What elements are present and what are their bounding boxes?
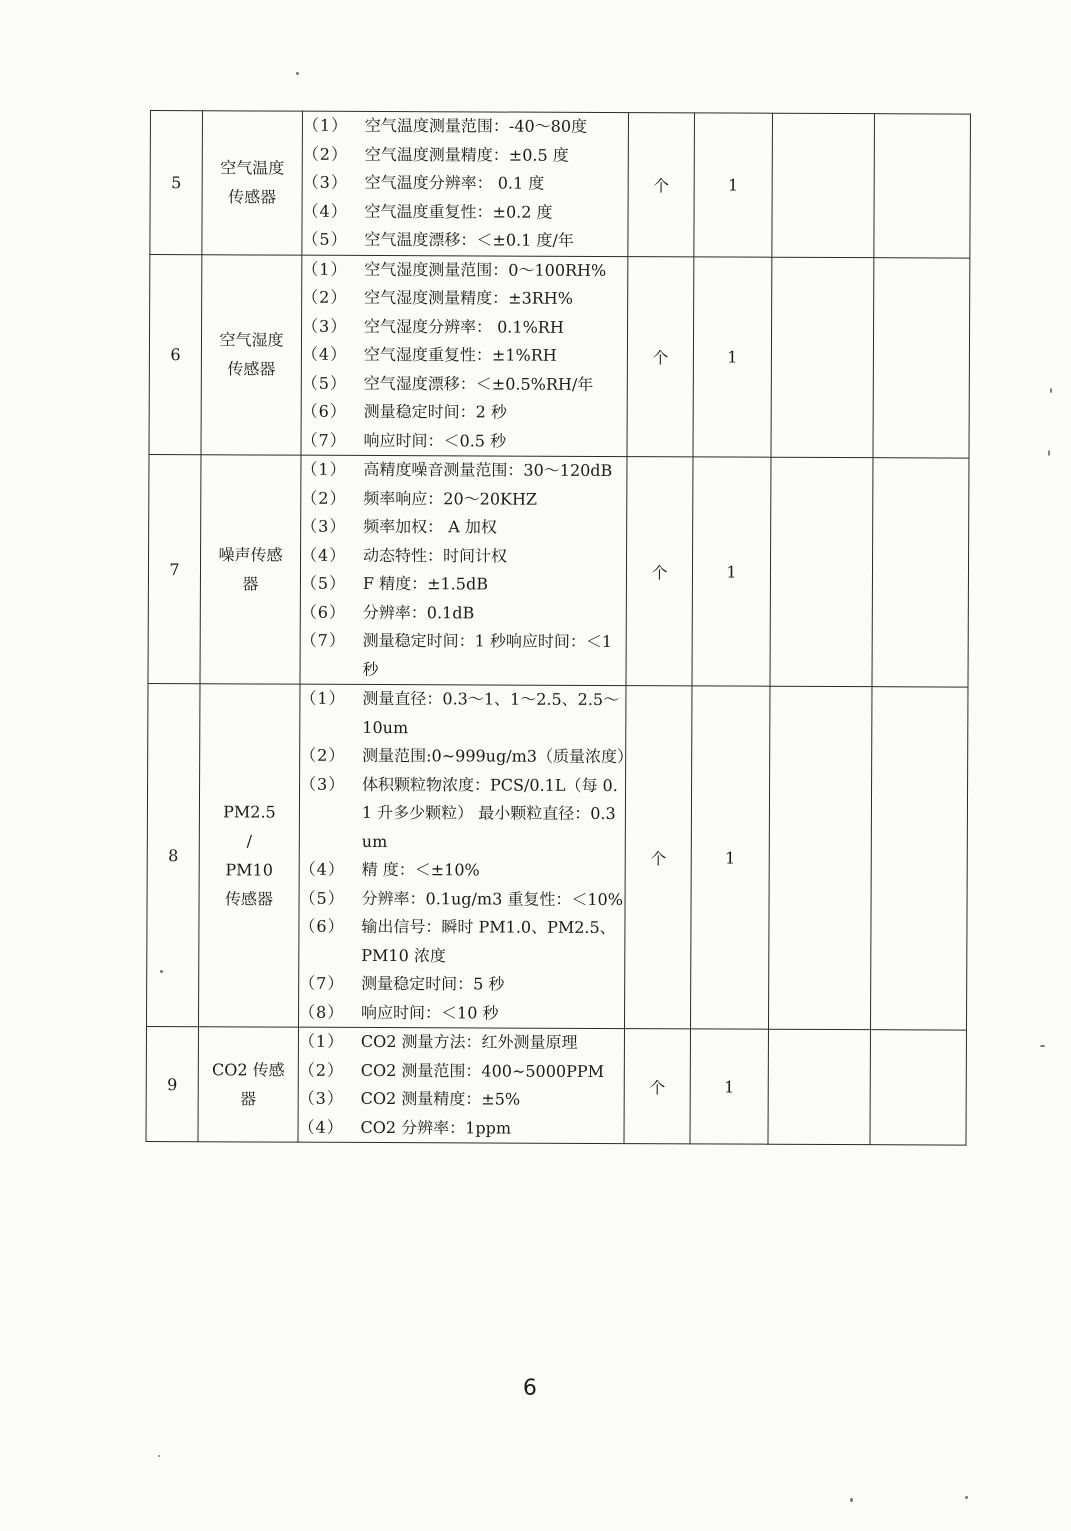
spec-list-cell xyxy=(298,1027,624,1143)
device-name-line: 空气温度 xyxy=(220,158,285,178)
quantity-cell: 1 xyxy=(692,457,771,686)
device-name-cell xyxy=(198,1027,299,1142)
spec-item xyxy=(300,770,625,857)
spec-item xyxy=(299,970,624,1000)
spec-item-number: （1） xyxy=(302,115,349,135)
spec-list-cell xyxy=(298,684,634,1028)
spec-item xyxy=(299,1056,624,1086)
spec-item-text: 分辨率：0.1dB xyxy=(362,602,475,622)
spec-item xyxy=(301,456,626,486)
empty-cell-b xyxy=(870,687,967,1030)
spec-item-text: 体积颗粒物浓度：PCS/0.1L（每 0.1 升多少颗粒） 最小颗粒直径：0.3um xyxy=(361,774,618,851)
spec-item-number: （6） xyxy=(300,602,347,622)
empty-cell-a xyxy=(770,457,873,686)
empty-cell-b xyxy=(872,458,969,687)
device-name-cell xyxy=(199,684,300,1027)
device-name-line: 器 xyxy=(240,1089,257,1109)
spec-item-text: CO2 分辨率：1ppm xyxy=(360,1117,512,1138)
scan-speck xyxy=(850,1498,853,1502)
empty-cell-b xyxy=(873,257,970,458)
scan-speck xyxy=(1048,450,1050,456)
spec-item-number: （2） xyxy=(301,488,347,508)
spec-item xyxy=(299,998,624,1028)
row-number: 6 xyxy=(149,254,202,455)
scan-speck xyxy=(1040,1045,1045,1047)
spec-item-number: （4） xyxy=(299,859,345,879)
spec-item-text: 测量稳定时间：2 秒 xyxy=(363,401,508,422)
spec-item xyxy=(302,255,627,285)
unit-cell: 个 xyxy=(626,457,693,686)
spec-item xyxy=(301,426,626,456)
spec-item-text: 空气温度分辨率： 0.1 度 xyxy=(364,172,545,193)
table-row xyxy=(148,454,969,687)
device-name-line: 空气湿度 xyxy=(219,330,284,350)
unit-cell: 个 xyxy=(624,686,691,1029)
spec-item xyxy=(301,484,626,514)
spec-item-text: 测量范围:0~999ug/m3（质量浓度） xyxy=(362,745,634,767)
spec-item-text: 空气湿度漂移：＜±0.5%RH/年 xyxy=(363,373,594,394)
spec-item-number: （3） xyxy=(298,1088,344,1108)
spec-item-number: （6） xyxy=(299,916,345,936)
spec-item-text: 响应时间：＜10 秒 xyxy=(361,1002,499,1023)
spec-item-text: 空气温度重复性：±0.2 度 xyxy=(364,201,553,222)
spec-item-number: （4） xyxy=(302,201,348,221)
spec-item-number: （8） xyxy=(299,1002,345,1022)
quantity-cell: 1 xyxy=(690,1029,769,1144)
spec-item-number: （1） xyxy=(301,459,347,479)
spec-item-number: （3） xyxy=(302,172,348,192)
spec-item-text: CO2 测量精度：±5% xyxy=(360,1088,521,1109)
spec-item-text: 响应时间：＜0.5 秒 xyxy=(363,430,507,451)
quantity-cell: 1 xyxy=(693,256,772,457)
spec-item xyxy=(301,541,626,571)
page-number: 6 xyxy=(522,1375,537,1401)
spec-item-text: CO2 测量方法：红外测量原理 xyxy=(360,1031,578,1052)
spec-item-number: （5） xyxy=(299,888,345,908)
device-name-cell xyxy=(202,111,303,255)
empty-cell-b xyxy=(874,114,971,258)
spec-item-number: （2） xyxy=(300,745,346,765)
empty-cell-b xyxy=(870,1030,967,1145)
spec-list-cell xyxy=(301,255,628,457)
spec-item-text: 高精度噪音测量范围：30～120dB xyxy=(363,459,613,481)
unit-cell: 个 xyxy=(624,1029,691,1144)
device-name-line: 传感器 xyxy=(225,889,274,909)
spec-item-number: （2） xyxy=(302,287,348,307)
scan-speck xyxy=(1050,388,1052,393)
spec-list-cell xyxy=(302,111,629,256)
spec-item xyxy=(302,197,627,227)
spec-item xyxy=(302,226,627,256)
quantity-cell: 1 xyxy=(694,113,773,257)
spec-item xyxy=(299,884,624,914)
spec-list-cell xyxy=(300,455,627,685)
spec-item xyxy=(302,341,627,371)
spec-item xyxy=(302,284,627,314)
spec-item-number: （6） xyxy=(301,401,347,421)
unit-cell: 个 xyxy=(628,113,695,257)
spec-item-text: 精 度：＜±10% xyxy=(361,859,480,880)
spec-item-number: （5） xyxy=(301,373,348,393)
empty-cell-a xyxy=(772,113,875,257)
spec-item-text: CO2 测量范围：400~5000PPM xyxy=(360,1060,605,1081)
table-row xyxy=(150,111,971,258)
scan-speck xyxy=(160,970,163,973)
spec-item-text: 动态特性：时间计权 xyxy=(363,545,508,566)
spec-item-number: （3） xyxy=(301,516,347,536)
empty-cell-a xyxy=(768,686,871,1029)
spec-item-number: （5） xyxy=(300,573,347,593)
spec-item-number: （3） xyxy=(302,316,348,336)
spec-item xyxy=(302,398,627,428)
spec-item-text: 空气湿度重复性：±1%RH xyxy=(363,344,557,365)
spec-item xyxy=(301,513,626,543)
spec-item-text: 测量稳定时间：5 秒 xyxy=(361,973,505,994)
spec-item xyxy=(302,369,627,399)
unit-cell: 个 xyxy=(627,256,694,457)
device-name-line: 器 xyxy=(242,574,259,594)
spec-item-number: （1） xyxy=(300,688,346,708)
spec-item xyxy=(301,570,626,600)
scan-speck xyxy=(296,72,299,75)
spec-item xyxy=(303,112,628,142)
device-name-line: PM10 xyxy=(225,860,273,880)
device-name-line: 传感器 xyxy=(227,359,276,379)
row-number: 8 xyxy=(147,683,200,1026)
spec-item xyxy=(302,312,627,342)
spec-item-text: 空气湿度测量范围：0～100RH% xyxy=(364,259,607,280)
quantity-cell: 1 xyxy=(690,686,769,1029)
spec-item-number: （2） xyxy=(298,1060,345,1080)
spec-item-number: （3） xyxy=(300,774,346,794)
spec-item-number: （4） xyxy=(301,545,347,565)
spec-item-text: 空气湿度分辨率： 0.1%RH xyxy=(364,316,564,337)
spec-item-number: （1） xyxy=(302,259,348,279)
spec-item-text: 空气温度测量范围：-40～80度 xyxy=(364,115,588,136)
spec-item xyxy=(303,140,628,170)
spec-table xyxy=(145,110,970,1146)
device-name-cell xyxy=(200,455,301,684)
spec-item-number: （7） xyxy=(300,630,346,650)
spec-item xyxy=(303,169,628,199)
spec-item-text: 空气湿度测量精度：±3RH% xyxy=(364,287,574,308)
table-row xyxy=(149,254,970,458)
spec-item xyxy=(299,913,624,971)
spec-item-text: 频率加权： A 加权 xyxy=(363,516,497,537)
empty-cell-a xyxy=(771,257,874,458)
table-row xyxy=(146,1026,966,1145)
device-name-cell xyxy=(201,254,302,455)
device-name-line: CO2 传感 xyxy=(211,1060,285,1080)
spec-item-text: 频率响应：20～20KHZ xyxy=(363,488,538,509)
spec-item-text: 测量直径：0.3～1、1～2.5、2.5～10um xyxy=(362,688,620,737)
row-number: 5 xyxy=(150,111,203,255)
device-name-line: PM2.5 xyxy=(223,802,276,822)
device-name-line: 噪声传感 xyxy=(218,545,283,565)
spec-item-text: 空气温度漂移：＜±0.1 度/年 xyxy=(364,229,574,250)
table-row xyxy=(147,683,968,1030)
spec-item-number: （4） xyxy=(301,344,348,364)
spec-item-number: （4） xyxy=(298,1117,344,1137)
device-name-line: / xyxy=(246,831,253,851)
empty-cell-a xyxy=(768,1029,871,1144)
spec-item xyxy=(298,1113,623,1143)
spec-item xyxy=(299,1085,624,1115)
row-number: 9 xyxy=(146,1026,199,1141)
spec-item-text: F 精度：±1.5dB xyxy=(362,573,489,594)
device-name-line: 传感器 xyxy=(228,187,277,207)
spec-item-number: （5） xyxy=(302,229,348,249)
spec-item-number: （1） xyxy=(298,1031,345,1051)
spec-item xyxy=(300,685,625,743)
scan-speck xyxy=(158,1455,160,1457)
spec-item xyxy=(300,742,634,772)
row-number: 7 xyxy=(148,454,201,683)
spec-item-number: （2） xyxy=(302,144,349,164)
spec-item-text: 测量稳定时间：1 秒响应时间：＜1 秒 xyxy=(362,630,613,679)
scan-speck xyxy=(965,1496,968,1499)
spec-item-number: （7） xyxy=(301,430,347,450)
spec-item-text: 空气温度测量精度：±0.5 度 xyxy=(364,144,569,165)
spec-item xyxy=(300,856,625,886)
spec-item-number: （7） xyxy=(299,973,345,993)
spec-item xyxy=(299,1028,624,1058)
spec-item xyxy=(301,598,626,628)
spec-item-text: 分辨率：0.1ug/m3 重复性：＜10% xyxy=(361,888,623,909)
spec-item xyxy=(300,627,625,685)
spec-item-text: 输出信号：瞬时 PM1.0、PM2.5、PM10 浓度 xyxy=(361,916,616,965)
